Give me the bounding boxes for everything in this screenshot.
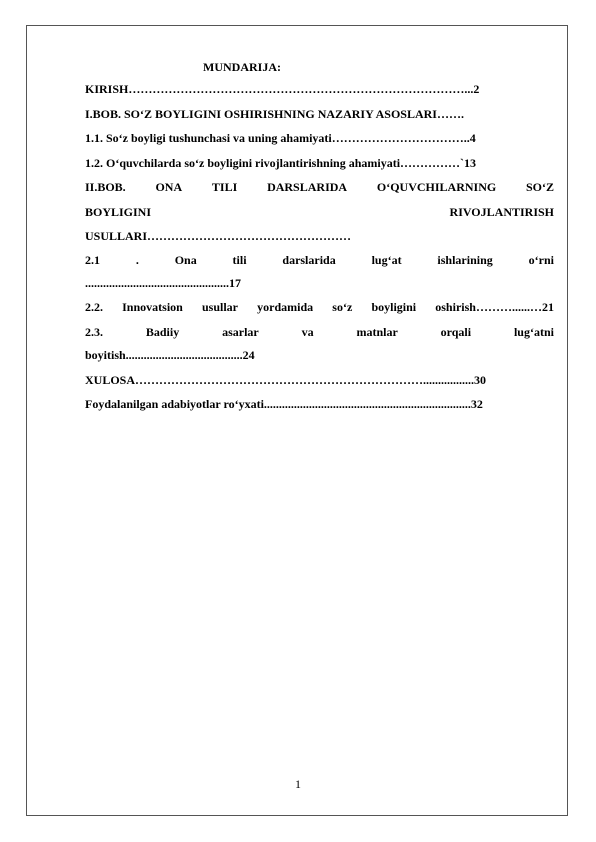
word: TILI [211,180,238,194]
toc-entry-section-2-1-line-1 [85,253,554,268]
word: boyligini [371,300,417,314]
word: 2.1 [85,253,100,267]
toc-entry-chapter-2-line-1 [85,180,554,195]
word: II.BOB. [85,180,126,194]
word: SO‘Z [525,180,554,194]
word: matnlar [356,325,398,339]
toc-entry-section-1-2: 1.2. O‘quvchilarda so‘z boyligini rivojlantirishning ahamiyati……………`13 [85,156,477,170]
word: Innovatsion [122,300,183,314]
word: BOYLIGINI [85,205,152,219]
toc-entry-adabiyotlar: Foydalanilgan adabiyotlar ro‘yxati.....................................................................32 [85,397,483,411]
word: 2.2. [85,300,103,314]
word: oshirish………......…21 [435,300,554,314]
word: . [135,253,139,267]
word: lug‘at [371,253,402,267]
word: Badiiy [145,325,180,339]
toc-entry-section-1-1: 1.1. So‘z boyligi tushunchasi va uning ahamiyati……………………………..4 [85,131,476,145]
word: lug‘atni [513,325,554,339]
toc-entry-section-2-2 [85,300,554,315]
word: darslarida [282,253,336,267]
word: so‘z [332,300,353,314]
word: tili [232,253,247,267]
toc-entry-kirish: KIRISH…………………………………………………………………………...2 [85,82,480,96]
word: usullar [201,300,238,314]
word: 2.3. [85,325,103,339]
word: ishlarining [437,253,493,267]
page-number: 1 [295,777,301,791]
word: o‘rni [528,253,554,267]
word: ONA [155,180,183,194]
toc-entry-section-2-3-line-1 [85,325,554,340]
word: RIVOJLANTIRISH [449,205,554,219]
word: DARSLARIDA [267,180,348,194]
toc-entry-chapter-2-line-2 [85,205,554,220]
word: O‘QUVCHILARNING [376,180,497,194]
toc-entry-section-2-1-line-2: ................................................17 [85,276,241,290]
toc-entry-section-2-3-line-2: boyitish.......................................24 [85,348,255,362]
toc-entry-xulosa: XULOSA……………………………………………………………….................30 [85,373,487,387]
toc-entry-chapter-2-line-3: USULLARI…………………………………………… [85,229,352,243]
word: yordamida [257,300,314,314]
toc-entry-chapter-1: I.BOB. SO‘Z BOYLIGINI OSHIRISHNING NAZARIY ASOSLARI……. [85,107,464,121]
word: orqali [440,325,472,339]
word: asarlar [222,325,259,339]
toc-title: MUNDARIJA: [203,60,281,74]
word: va [301,325,314,339]
word: Ona [174,253,197,267]
